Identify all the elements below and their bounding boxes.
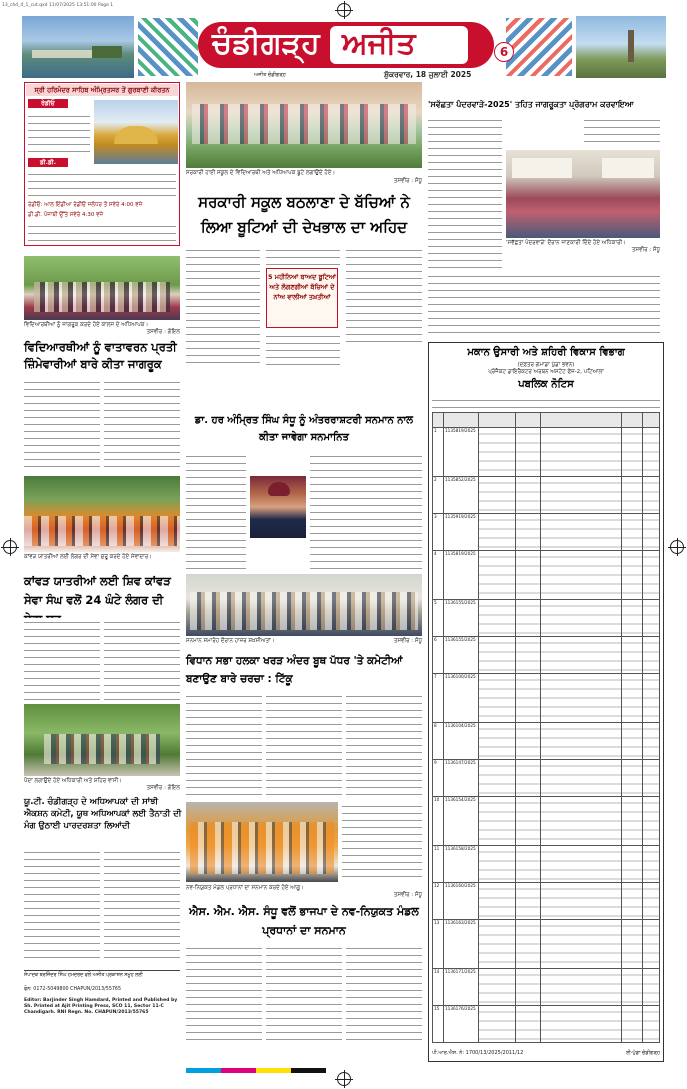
radio-schedule-text: [28, 112, 90, 154]
tree-planting-caption: ਪੌਦਾ ਲਗਾਉਂਦੇ ਹੋਏ ਅਧਿਕਾਰੀ ਅਤੇ ਸ਼ਹਿਰ ਵਾਸੀ।: [24, 778, 122, 784]
notice-cell: [643, 723, 660, 760]
notice-cell: [643, 477, 660, 514]
notice-cell: [622, 760, 643, 797]
notice-cell-id: 1136176/2025: [444, 1006, 479, 1043]
notice-table-row: [433, 551, 660, 600]
notice-cell-sr: 8: [433, 723, 444, 760]
headline-ut-teachers: ਯੂ.ਟੀ. ਚੰਡੀਗੜ੍ਹ ਦੇ ਅਧਿਆਪਕਾਂ ਦੀ ਸਾਂਝੀ ਐਕਸ਼ਨ ਕਮੇਟੀ, ਯੂਥ ਅਧਿਆਪਕਾਂ ਲਈ ਤੈਨਾਤੀ ਦੀ ਮੰਗ ਉਠਾਈ ਪਾਰਦਰਸ਼ਤਾ ਲਿਆਂਦੀ: [24, 797, 182, 831]
notice-cell: [622, 920, 643, 969]
imprint-line-1: ਸੰਪਾਦਕ ਬਰਜਿੰਦਰ ਸਿੰਘ ਹਮਦਰਦ ਵਲੋਂ ਅਜੀਤ ਪ੍ਰਕਾਸ਼ਨ ਸਮੂਹ ਲਈ: [24, 973, 143, 978]
notice-cell: [622, 969, 643, 1006]
kanwar-story-col1: [24, 618, 100, 700]
students-photo: [24, 256, 180, 320]
notice-cell: [643, 846, 660, 883]
main-story-col2b: [266, 332, 340, 366]
notice-cell: [643, 1006, 660, 1043]
doctor-portrait: [250, 476, 306, 538]
notice-cell: [643, 637, 660, 674]
issue-date: ਸ਼ੁੱਕਰਵਾਰ, 18 ਜੁਲਾਈ 2025: [384, 70, 472, 79]
notice-footer-left: ਪੀ.ਆਰ.ਐਸ. ਨੰ: 1700/13/2025/2011/12: [432, 1050, 524, 1056]
doctor-story-col2: [310, 452, 422, 570]
color-bar: [186, 1068, 326, 1073]
notice-col-area: [622, 413, 643, 428]
notice-cell: [541, 637, 622, 674]
main-story-col2: [266, 246, 340, 266]
notice-cell: [516, 723, 541, 760]
masthead-pattern-left: [138, 18, 198, 76]
notice-table-row: [433, 969, 660, 1006]
headline-kanwar: ਕਾਂਵੜ ਯਾਤਰੀਆਂ ਲਈ ਸ਼ਿਵ ਕਾਂਵੜ ਸੇਵਾ ਸੰਘ ਵਲੋਂ 24 ਘੰਟੇ ਲੰਗਰ ਦੀ: [24, 574, 171, 607]
notice-cell: [622, 1006, 643, 1043]
notice-cell: [643, 760, 660, 797]
notice-cell: [516, 883, 541, 920]
swachhta-photo: [506, 150, 660, 238]
registration-mark-top: [337, 3, 351, 17]
masthead-photo-right: [576, 16, 666, 78]
notice-cell-id: 1136155/2025: [444, 600, 479, 637]
notice-cell: [479, 551, 516, 600]
notice-cell: [643, 883, 660, 920]
notice-cell-id: 1136158/2025: [444, 846, 479, 883]
notice-cell-id: 1135819/2025: [444, 428, 479, 477]
notice-cell: [516, 969, 541, 1006]
notice-cell: [541, 428, 622, 477]
notice-col-remarks: [643, 413, 660, 428]
notice-dept: ਮਕਾਨ ਉਸਾਰੀ ਅਤੇ ਸ਼ਹਿਰੀ ਵਿਕਾਸ ਵਿਭਾਗ: [467, 347, 625, 358]
center-group-caption: ਸਨਮਾਨ ਸਮਾਰੋਹ ਦੌਰਾਨ ਹਾਜ਼ਰ ਸ਼ਖ਼ਸੀਅਤਾਂ।: [186, 638, 275, 644]
swachhta-story-col1: [428, 116, 502, 268]
notice-cell: [516, 551, 541, 600]
notice-cell: [516, 846, 541, 883]
students-caption: ਵਿਦਿਆਰਥੀਆਂ ਨੂੰ ਜਾਗਰੂਕ ਕਰਦੇ ਹੋਏ ਕਾਲਜ ਦੇ ਅਧਿਆਪਕ।: [24, 322, 149, 328]
masthead-photo-left: [22, 16, 134, 78]
notice-table-row: [433, 477, 660, 514]
notice-cell: [643, 920, 660, 969]
notice-cell-sr: 12: [433, 883, 444, 920]
notice-cell: [516, 637, 541, 674]
notice-table-row: [433, 1006, 660, 1043]
harmandir-note-2: ਡੀ.ਡੀ. ਪੰਜਾਬੀ ਉੱਤੇ ਸਵੇਰੇ 4:30 ਵਜੇ: [28, 212, 104, 218]
notice-table-row: [433, 723, 660, 760]
students-story-col2: [104, 378, 180, 472]
notice-col-details: [541, 413, 622, 428]
notice-cell-id: 1135852/2025: [444, 477, 479, 514]
notice-cell: [643, 600, 660, 637]
mandal-story-col1: [186, 944, 262, 1040]
notice-cell-id: 1136154/2025: [444, 797, 479, 846]
swachhta-credit: ਤਸਵੀਰ : ਸੰਧੂ: [631, 247, 660, 253]
notice-cell: [622, 477, 643, 514]
notice-cell: [622, 428, 643, 477]
notice-cell: [643, 797, 660, 846]
notice-cell-sr: 6: [433, 637, 444, 674]
notice-cell: [479, 1006, 516, 1043]
notice-footer-right: ਈ-ਪੁੱਡਾ ਚੰਡੀਗੜ੍ਹ: [626, 1050, 660, 1056]
notice-cell: [479, 969, 516, 1006]
notice-cell: [479, 883, 516, 920]
notice-table-row: [433, 514, 660, 551]
notice-col-id: [444, 413, 479, 428]
notice-cell: [643, 428, 660, 477]
notice-cell: [479, 514, 516, 551]
swachhta-story-col3: [584, 116, 660, 146]
center-group-photo: [186, 574, 422, 636]
notice-cell: [541, 477, 622, 514]
mandal-side-text: [342, 802, 422, 882]
notice-table-row: [433, 797, 660, 846]
notice-cell: [479, 637, 516, 674]
notice-table-row: [433, 846, 660, 883]
notice-cell-id: 1135919/2025: [444, 514, 479, 551]
tree-planting-credit: ਤਸਵੀਰ : ਗੋਇਲ: [146, 785, 180, 791]
mandal-story-col2: [266, 944, 342, 1040]
notice-cell: [541, 969, 622, 1006]
edition-label: ਅਜੀਤ ਚੰਡੀਗੜ੍ਹ: [254, 72, 286, 78]
headline-students: ਵਿਦਿਆਰਥੀਆਂ ਨੂੰ ਵਾਤਾਵਰਨ ਪ੍ਰਤੀ ਜ਼ਿੰਮੇਵਾਰੀਆਂ ਬਾਰੇ ਕੀਤਾ ਜਾਗਰੂਕ: [24, 340, 177, 371]
notice-cell: [622, 674, 643, 723]
notice-cell-sr: 2: [433, 477, 444, 514]
notice-cell: [479, 760, 516, 797]
headline-mandal: ਐਸ. ਐਮ. ਐਸ. ਸੰਧੂ ਵਲੋਂ ਭਾਜਪਾ ਦੇ ਨਵ-ਨਿਯੁਕਤ ਮੰਡਲ ਪ੍ਰਧਾਨਾਂ ਦਾ ਸਨਮਾਨ: [189, 905, 419, 937]
notice-cell-sr: 9: [433, 760, 444, 797]
notice-cell: [541, 600, 622, 637]
vidhan-story-col1: [186, 692, 262, 798]
notice-cell: [643, 969, 660, 1006]
notice-table-row: [433, 428, 660, 477]
kanwar-photo: [24, 476, 180, 552]
notice-cell: [541, 760, 622, 797]
notice-cell: [479, 797, 516, 846]
notice-cell: [516, 600, 541, 637]
main-story-col1: [186, 246, 260, 366]
notice-cell: [479, 428, 516, 477]
notice-cell-id: 1136155/2025: [444, 637, 479, 674]
notice-cell: [541, 1006, 622, 1043]
notice-cell: [516, 477, 541, 514]
swachhta-story-col4: [428, 272, 660, 336]
notice-table-row: [433, 920, 660, 969]
notice-cell: [622, 846, 643, 883]
notice-cell: [541, 920, 622, 969]
notice-cell-id: 1136100/2025: [444, 674, 479, 723]
notice-cell: [479, 846, 516, 883]
notice-cell-id: 1136171/2025: [444, 969, 479, 1006]
radio-label: ਰੇਡੀਓ: [28, 99, 68, 108]
center-top-caption: ਸਰਕਾਰੀ ਹਾਈ ਸਕੂਲ ਦੇ ਵਿਦਿਆਰਥੀ ਅਤੇ ਅਧਿਆਪਕ ਬੂਟੇ ਲਗਾਉਂਦੇ ਹੋਏ।: [186, 170, 336, 176]
notice-cell: [541, 797, 622, 846]
notice-table-row: [433, 883, 660, 920]
notice-cell-sr: 11: [433, 846, 444, 883]
masthead-title-chandigarh: ਚੰਡੀਗੜ੍ਹ: [212, 26, 320, 61]
notice-col-name: [479, 413, 516, 428]
notice-intro-text: [432, 396, 660, 410]
page-number: 6: [499, 45, 509, 59]
imprint-rule: [24, 970, 180, 971]
center-group-credit: ਤਸਵੀਰ : ਸੰਧੂ: [393, 638, 422, 644]
notice-cell: [516, 514, 541, 551]
main-story-col3: [346, 246, 422, 346]
dd-label: ਡੀ.ਡੀ.: [28, 158, 68, 167]
notice-cell: [541, 846, 622, 883]
notice-cell-id: 1136160/2025: [444, 883, 479, 920]
notice-cell: [479, 920, 516, 969]
notice-table-row: [433, 637, 660, 674]
notice-col-type: [516, 413, 541, 428]
pullquote-text: 5 ਮਹੀਨਿਆਂ ਬਾਅਦ ਬੂਟਿਆਂ ਅਤੇ ਲੱਗਣਗੀਆਂ ਬੱਚਿਆਂ ਦੇ ਨਾਂਅ ਵਾਲੀਆਂ ਤਖ਼ਤੀਆਂ: [268, 273, 336, 301]
kanwar-caption: ਕਾਂਵੜ ਯਾਤਰੀਆਂ ਲਈ ਲੰਗਰ ਦੀ ਸੇਵਾ ਸ਼ੁਰੂ ਕਰਦੇ ਹੋਏ ਸੇਵਾਦਾਰ।: [24, 554, 152, 560]
file-info: 13_chd_4_1_cut.qxd 11/07/2025 13:51:00 Page 1: [2, 3, 114, 8]
notice-cell: [516, 1006, 541, 1043]
notice-cell: [516, 674, 541, 723]
notice-sub2: ਪ੍ਰੋਜੈਕਟ ਡਾਇਰੈਕਟਰ ਅਰਬਨ ਅਸਟੇਟ ਫੇਜ਼-2, ਪਟਿਆਲਾ: [488, 369, 604, 375]
swachhta-caption: 'ਸਵੱਛਤਾ ਪੰਦਰਵਾੜੇ' ਦੌਰਾਨ ਜਾਣਕਾਰੀ ਦਿੰਦੇ ਹੋਏ ਅਧਿਕਾਰੀ।: [506, 240, 626, 246]
notice-cell-id: 1135819/2025: [444, 551, 479, 600]
notice-cell: [541, 551, 622, 600]
notice-cell-sr: 4: [433, 551, 444, 600]
notice-cell: [622, 883, 643, 920]
notice-cell-sr: 3: [433, 514, 444, 551]
students-caption-credit: ਤਸਵੀਰ : ਗੋਇਲ: [146, 329, 180, 335]
ut-story-col1: [24, 848, 100, 964]
notice-cell: [643, 514, 660, 551]
headline-doctor: ਡਾ. ਹਰ ਅੰਮ੍ਰਿਤ ਸਿੰਘ ਸੰਧੂ ਨੂੰ ਅੰਤਰਰਾਸ਼ਟਰੀ ਸਨਮਾਨ ਨਾਲ ਕੀਤਾ ਜਾਵੇਗਾ ਸਨਮਾਨਿਤ: [194, 415, 414, 443]
notice-cell-sr: 10: [433, 797, 444, 846]
ut-story-col2: [104, 848, 180, 964]
notice-cell: [541, 883, 622, 920]
masthead-pattern-right: [506, 18, 572, 76]
notice-cell: [479, 477, 516, 514]
notice-table-row: [433, 760, 660, 797]
notice-cell: [541, 514, 622, 551]
notice-cell-sr: 7: [433, 674, 444, 723]
vidhan-story-col3: [346, 692, 422, 798]
headline-swachhta: 'ਸਵੱਛਤਾ ਪੰਦਰਵਾੜੇ-2025' ਤਹਿਤ ਜਾਗਰੂਕਤਾ ਪ੍ਰੋਗਰਾਮ ਕਰਵਾਇਆ: [428, 100, 634, 109]
vidhan-story-col2: [266, 692, 342, 798]
students-story-col1: [24, 378, 100, 472]
notice-cell-sr: 5: [433, 600, 444, 637]
imprint-line-2: ਫੋਨ: 0172-5049800 CHAPUN/2013/55765: [24, 987, 122, 992]
notice-cell: [622, 551, 643, 600]
headline-main: ਸਰਕਾਰੀ ਸਕੂਲ ਬਠਲਾਣਾ ਦੇ ਬੱਚਿਆਂ ਨੇ ਲਿਆ ਬੂਟਿਆਂ ਦੀ ਦੇਖਭਾਲ ਦਾ ਅਹਿਦ: [198, 193, 410, 236]
notice-cell: [479, 674, 516, 723]
notice-col-sr: [433, 413, 444, 428]
notice-cell: [516, 760, 541, 797]
notice-cell-id: 1136147/2025: [444, 760, 479, 797]
mandal-story-col3: [346, 944, 422, 1040]
mandal-credit: ਤਸਵੀਰ : ਸੰਧੂ: [393, 892, 422, 898]
masthead-title-ajit: ਅਜੀਤ: [342, 26, 416, 61]
notice-cell: [622, 723, 643, 760]
doctor-story-col1: [186, 452, 246, 570]
notice-cell-id: 1136163/2025: [444, 920, 479, 969]
registration-mark-right: [670, 540, 684, 554]
notice-cell: [643, 674, 660, 723]
notice-table-row: [433, 600, 660, 637]
mandal-caption: ਨਵ-ਨਿਯੁਕਤ ਮੰਡਲ ਪ੍ਰਧਾਨਾਂ ਦਾ ਸਨਮਾਨ ਕਰਦੇ ਹੋਏ ਆਗੂ।: [186, 885, 304, 891]
harmandir-note-1: ਰੇਡੀਓ: ਆਲ ਇੰਡੀਆ ਰੇਡੀਓ ਜਲੰਧਰ ਤੋਂ ਸਵੇਰੇ 4:00 ਵਜੇ: [28, 202, 143, 208]
imprint-line-3: Editor: Barjinder Singh Hamdard, Printed and Published by Sh. Printed at Ajit Printing Press, SCO 11, Sector 11-C Chandigarh. RNI Regn. No. CHAPUN/2013/55765: [24, 998, 178, 1015]
notice-sub1: (ਦਫ਼ਤਰ ਗਮਾਡਾ ਪੁੱਡਾ ਭਵਨ): [517, 362, 575, 368]
golden-temple-photo: [94, 100, 178, 164]
notice-cell: [622, 514, 643, 551]
center-top-photo: [186, 82, 422, 168]
notice-title: ਪਬਲਿਕ ਨੋਟਿਸ: [518, 379, 574, 390]
mandal-photo: [186, 802, 338, 882]
notice-table-row: [433, 674, 660, 723]
notice-cell-id: 1136104/2025: [444, 723, 479, 760]
center-top-credit: ਤਸਵੀਰ : ਸੰਧੂ: [393, 178, 422, 184]
notice-cell: [622, 797, 643, 846]
harmandir-box-header: ਸ੍ਰੀ ਹਰਿਮੰਦਰ ਸਾਹਿਬ ਅੰਮ੍ਰਿਤਸਰ ਤੋਂ ਗੁਰਬਾਣੀ ਕੀਰਤਨ: [26, 84, 178, 96]
harmandir-footer-text: [28, 222, 176, 242]
tree-planting-photo: [24, 704, 180, 776]
notice-table-wrap: [432, 412, 660, 1048]
notice-cell-sr: 1: [433, 428, 444, 477]
notice-cell: [516, 920, 541, 969]
registration-mark-left: [3, 540, 17, 554]
notice-cell-sr: 15: [433, 1006, 444, 1043]
notice-cell: [622, 600, 643, 637]
dd-schedule-text: [28, 170, 176, 198]
notice-cell: [541, 723, 622, 760]
notice-cell-sr: 13: [433, 920, 444, 969]
notice-cell: [516, 797, 541, 846]
notice-table: [432, 412, 660, 1043]
notice-cell: [479, 600, 516, 637]
notice-cell: [479, 723, 516, 760]
headline-vidhan: ਵਿਧਾਨ ਸਭਾ ਹਲਕਾ ਖਰੜ ਅੰਦਰ ਬੂਥ ਪੱਧਰ 'ਤੇ ਕਮੇਟੀਆਂ ਬਣਾਉਣ ਬਾਰੇ ਚਰਚਾ : ਟਿੱਕੂ: [186, 655, 403, 685]
registration-mark-bottom: [337, 1072, 351, 1086]
notice-cell-sr: 14: [433, 969, 444, 1006]
notice-cell: [643, 551, 660, 600]
notice-cell: [541, 674, 622, 723]
notice-cell: [516, 428, 541, 477]
kanwar-story-col2: [104, 618, 180, 700]
notice-table-header: [433, 413, 660, 428]
notice-cell: [622, 637, 643, 674]
